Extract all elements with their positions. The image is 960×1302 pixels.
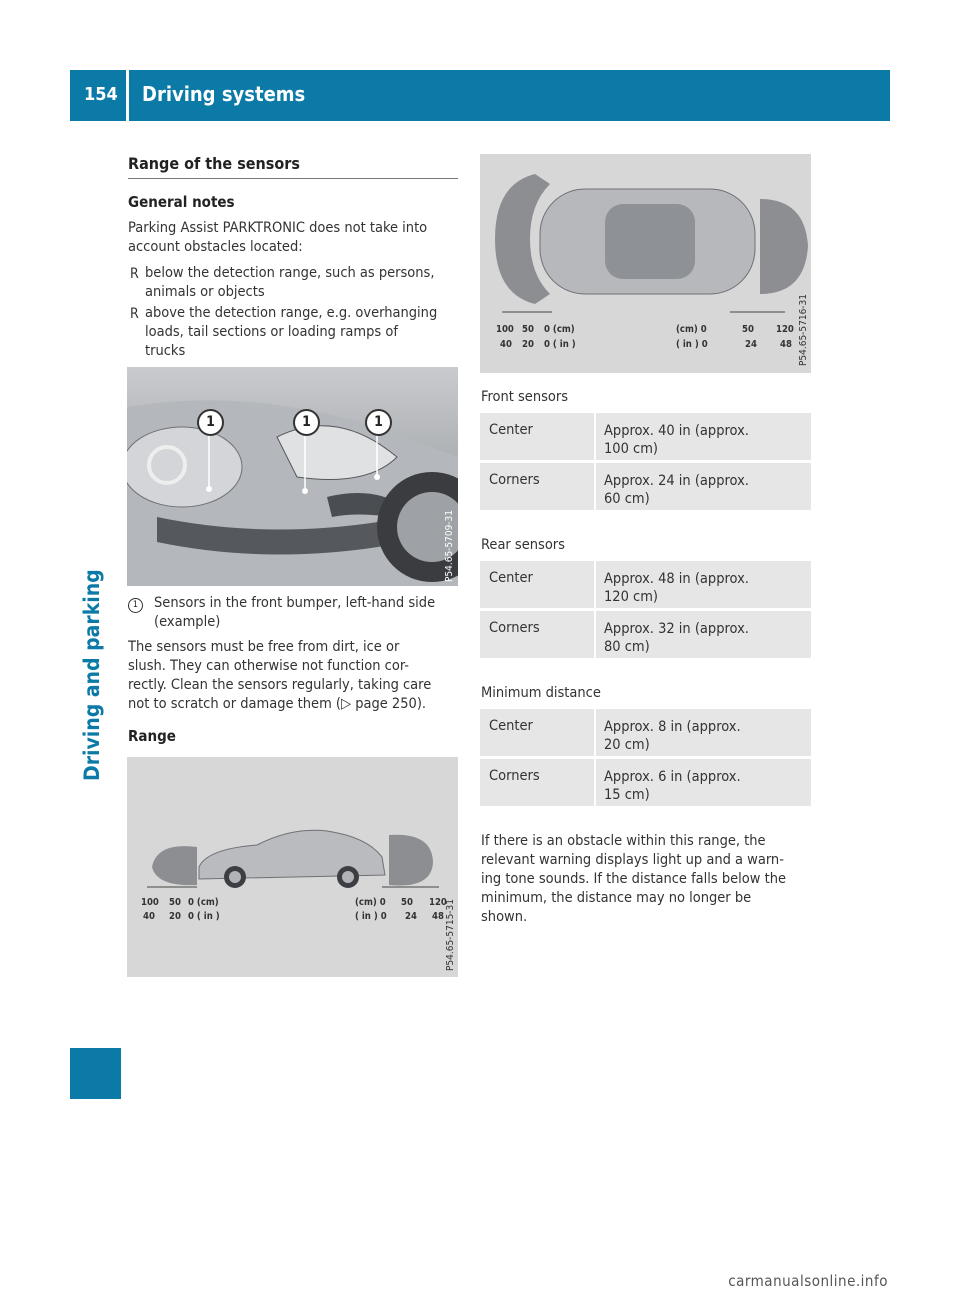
bullet-2-line-3: trucks — [145, 343, 186, 359]
top-rear-in-0: ( in ) 0 — [676, 339, 708, 350]
table-row — [480, 709, 811, 759]
row-label: Corners — [489, 620, 540, 636]
row-value-line: Approx. 6 in (approx. — [604, 769, 741, 785]
body-line-1: The sensors must be free from dirt, ice or — [128, 639, 400, 655]
chapter-sidebar — [70, 121, 121, 1099]
row-value-line: 20 cm) — [604, 737, 650, 753]
front-sensors-table — [480, 413, 811, 513]
top-rear-cm-0: (cm) 0 — [676, 324, 707, 335]
section-title: Driving systems — [142, 82, 306, 106]
table-row — [480, 413, 811, 463]
top-front-cm-50: 50 — [522, 324, 534, 335]
front-cm-50: 50 — [169, 897, 181, 908]
front-in-40: 40 — [143, 911, 155, 922]
row-label: Center — [489, 422, 533, 438]
row-value-line: 15 cm) — [604, 787, 650, 803]
rear-cm-50: 50 — [401, 897, 413, 908]
rear-cm-0: (cm) 0 — [355, 897, 386, 908]
row-value-line: Approx. 40 in (approx. — [604, 423, 749, 439]
top-rear-cm-50: 50 — [742, 324, 754, 335]
chapter-marker — [70, 1048, 121, 1099]
minimum-distance-table — [480, 709, 811, 809]
body-line-2: slush. They can otherwise not function cor- — [128, 658, 409, 674]
row-label: Center — [489, 718, 533, 734]
figure-3-tag: P54.65-5716-31 — [798, 293, 809, 366]
top-front-cm-0: 0 (cm) — [544, 324, 575, 335]
intro-line-1: Parking Assist PARKTRONIC does not take into — [128, 220, 428, 236]
bullet-2-line-2: loads, tail sections or loading ramps of — [145, 324, 398, 340]
table-row — [480, 463, 811, 513]
row-label: Center — [489, 570, 533, 586]
figure-2-tag: P54.65-5715-31 — [445, 898, 456, 971]
row-value-line: Approx. 32 in (approx. — [604, 621, 749, 637]
row-value-line: Approx. 48 in (approx. — [604, 571, 749, 587]
closing-line-3: ing tone sounds. If the distance falls below the — [481, 871, 786, 887]
top-rear-in-24: 24 — [745, 339, 757, 350]
front-bumper-photo — [127, 367, 458, 586]
closing-line-5: shown. — [481, 909, 528, 925]
side-view-illustration — [127, 757, 458, 977]
caption-line-2: (example) — [154, 614, 221, 630]
header-divider — [126, 70, 129, 121]
subheading-general-notes: General notes — [128, 193, 235, 211]
front-in-20: 20 — [169, 911, 181, 922]
page-header — [70, 70, 890, 121]
row-value-line: Approx. 8 in (approx. — [604, 719, 741, 735]
row-value-line: 100 cm) — [604, 441, 659, 457]
callout-1-icon: 1 — [293, 409, 320, 436]
figure-1-tag: P54.65-5709-31 — [444, 509, 455, 582]
top-front-in-40: 40 — [500, 339, 512, 350]
rear-in-48: 48 — [432, 911, 444, 922]
front-bumper-illustration — [127, 367, 458, 586]
closing-line-4: minimum, the distance may no longer be — [481, 890, 752, 906]
callout-1-icon: 1 — [197, 409, 224, 436]
row-value-line: 60 cm) — [604, 491, 650, 507]
top-front-in-0: 0 ( in ) — [544, 339, 576, 350]
bullet-1-line-1: below the detection range, such as persons, — [145, 265, 435, 281]
table-row — [480, 611, 811, 661]
page-heading: Range of the sensors — [128, 154, 300, 173]
front-sensors-title: Front sensors — [481, 389, 569, 405]
callout-1-icon: 1 — [365, 409, 392, 436]
front-cm-100: 100 — [141, 897, 159, 908]
front-cm-0: 0 (cm) — [188, 897, 219, 908]
closing-line-2: relevant warning displays light up and a warn- — [481, 852, 784, 868]
top-rear-cm-120: 120 — [776, 324, 794, 335]
page-number: 154 — [84, 84, 118, 105]
body-line-3: rectly. Clean the sensors regularly, taking care — [128, 677, 432, 693]
rear-cm-120: 120 — [429, 897, 447, 908]
top-rear-in-48: 48 — [780, 339, 792, 350]
heading-rule — [128, 178, 458, 179]
row-value-line: 120 cm) — [604, 589, 659, 605]
table-row — [480, 759, 811, 809]
caption-line-1: Sensors in the front bumper, left-hand side — [154, 595, 436, 611]
front-in-0: 0 ( in ) — [188, 911, 220, 922]
bullet-1-line-2: animals or objects — [145, 284, 265, 300]
range-side-figure — [127, 757, 458, 977]
table-row — [480, 561, 811, 611]
rear-sensors-table — [480, 561, 811, 661]
rear-in-0: ( in ) 0 — [355, 911, 387, 922]
bullet-2-line-1: above the detection range, e.g. overhanging — [145, 305, 438, 321]
range-top-figure — [480, 154, 811, 373]
closing-line-1: If there is an obstacle within this range, the — [481, 833, 766, 849]
chapter-label: Driving and parking — [80, 569, 104, 781]
intro-line-2: account obstacles located: — [128, 239, 303, 255]
body-line-4: not to scratch or damage them (▷ page 250). — [128, 696, 427, 712]
row-label: Corners — [489, 768, 540, 784]
caption-callout-icon: 1 — [128, 598, 143, 613]
bullet-marker: R — [130, 266, 139, 282]
row-value-line: Approx. 24 in (approx. — [604, 473, 749, 489]
rear-sensors-title: Rear sensors — [481, 537, 565, 553]
row-value-line: 80 cm) — [604, 639, 650, 655]
row-label: Corners — [489, 472, 540, 488]
range-heading: Range — [128, 727, 176, 745]
rear-in-24: 24 — [405, 911, 417, 922]
top-front-cm-100: 100 — [496, 324, 514, 335]
minimum-distance-title: Minimum distance — [481, 685, 601, 701]
bullet-marker: R — [130, 306, 139, 322]
top-front-in-20: 20 — [522, 339, 534, 350]
watermark: carmanualsonline.info — [728, 1272, 888, 1290]
